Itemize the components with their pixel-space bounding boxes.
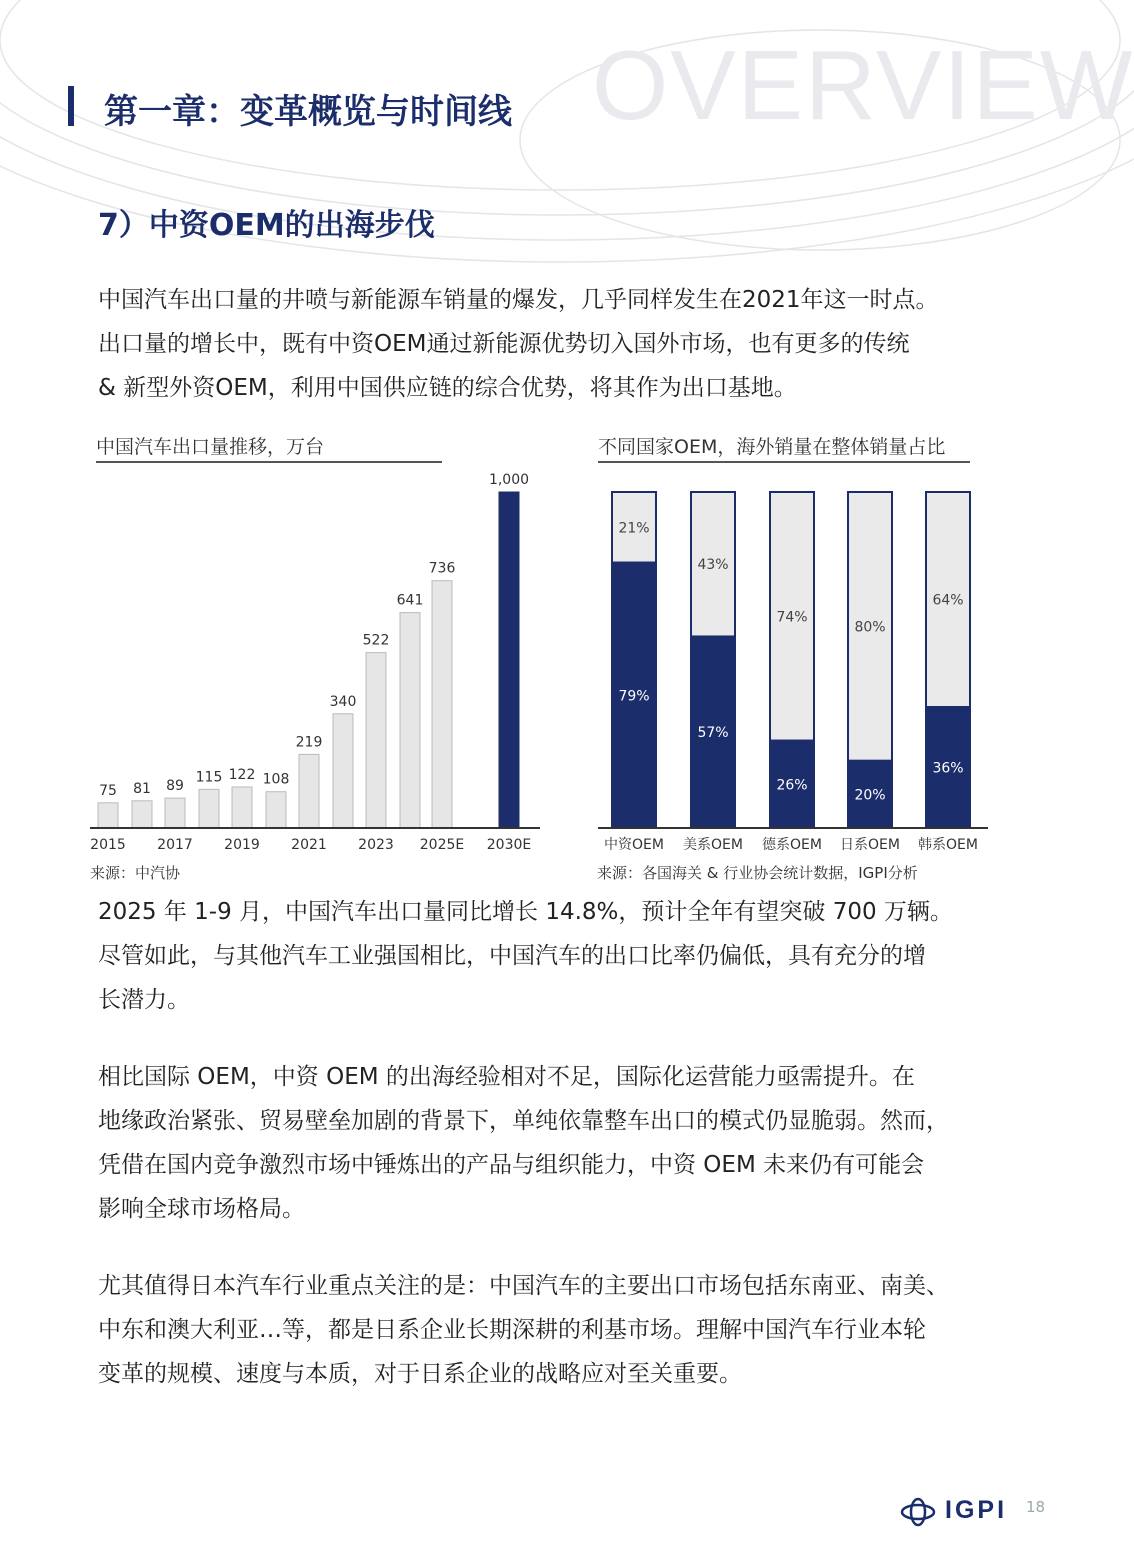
data-label: 79% (618, 688, 650, 705)
data-label: 115 (195, 769, 223, 786)
x-tick-label: 2030E (486, 837, 532, 853)
bar (266, 792, 286, 828)
x-tick-label: 2017 (157, 837, 193, 853)
body-line: 凭借在国内竞争激烈市场中锤炼出的产品与组织能力，中资 OEM 未来仍有可能会 (98, 1152, 925, 1178)
body-line: 尽管如此，与其他汽车工业强国相比，中国汽车的出口比率仍偏低，具有充分的增 (98, 943, 926, 969)
intro-line: 出口量的增长中，既有中资OEM通过新能源优势切入国外市场，也有更多的传统 (98, 331, 910, 357)
body-line: 影响全球市场格局。 (98, 1196, 305, 1222)
data-label: 1,000 (488, 472, 530, 488)
bar (366, 653, 386, 828)
data-label: 75 (99, 782, 117, 799)
export-volume-chart (85, 460, 545, 860)
bar (400, 613, 420, 828)
data-label: 219 (295, 734, 323, 751)
export-chart-title: 中国汽车出口量推移，万台 (96, 432, 442, 463)
data-label: 74% (776, 609, 808, 626)
export-chart-source: 来源：中汽协 (90, 864, 181, 882)
intro-paragraph (98, 278, 988, 410)
data-label: 57% (697, 725, 729, 742)
data-label: 108 (262, 771, 290, 788)
data-label: 522 (362, 632, 390, 649)
body-line: 2025 年 1-9 月，中国汽车出口量同比增长 14.8%，预计全年有望突破 700 万辆。 (98, 899, 953, 925)
bar (432, 581, 452, 828)
body-paragraph-3 (98, 1264, 988, 1396)
body-line: 中东和澳大利亚…等，都是日系企业长期深耕的利基市场。理解中国汽车行业本轮 (98, 1317, 926, 1343)
bar (165, 798, 185, 828)
data-label: 64% (932, 592, 964, 609)
data-label: 641 (396, 592, 424, 609)
bar (98, 803, 118, 828)
data-label: 80% (854, 619, 886, 636)
intro-line: & 新型外资OEM，利用中国供应链的综合优势，将其作为出口基地。 (98, 375, 797, 401)
x-tick-label: 美系OEM (683, 837, 743, 853)
intro-line: 中国汽车出口量的井喷与新能源车销量的爆发，几乎同样发生在2021年这一时点。 (98, 287, 939, 313)
overseas-share-chart-source: 来源：各国海关 & 行业协会统计数据，IGPI分析 (597, 864, 918, 882)
page-number: 18 (1026, 1498, 1046, 1516)
chapter-title: 第一章：变革概览与时间线 (104, 92, 512, 132)
data-label: 20% (854, 787, 886, 804)
overview-watermark: OVERVIEW (592, 30, 1134, 140)
data-label: 122 (228, 767, 256, 784)
body-line: 相比国际 OEM，中资 OEM 的出海经验相对不足，国际化运营能力亟需提升。在 (98, 1064, 915, 1090)
bar (199, 789, 219, 828)
x-tick-label: 韩系OEM (918, 837, 978, 853)
bar (232, 787, 252, 828)
section-title: 7）中资OEM的出海步伐 (98, 208, 435, 243)
x-tick-label: 德系OEM (762, 837, 822, 853)
x-tick-label: 中资OEM (604, 837, 664, 853)
body-line: 地缘政治紧张、贸易壁垒加剧的背景下，单纯依靠整车出口的模式仍显脆弱。然而， (98, 1108, 949, 1134)
overseas-share-chart-title: 不同国家OEM，海外销量在整体销量占比 (598, 432, 970, 463)
bar (333, 714, 353, 828)
x-tick-label: 2015 (90, 837, 126, 853)
data-label: 36% (932, 760, 964, 777)
body-paragraph-1 (98, 890, 988, 1022)
x-tick-label: 2025E (419, 837, 465, 853)
body-line: 尤其值得日本汽车行业重点关注的是：中国汽车的主要出口市场包括东南亚、南美、 (98, 1273, 949, 1299)
x-tick-label: 日系OEM (840, 837, 900, 853)
data-label: 81 (133, 780, 151, 797)
data-label: 89 (166, 778, 184, 795)
body-line: 变革的规模、速度与本质，对于日系企业的战略应对至关重要。 (98, 1361, 742, 1387)
igpi-logo-text: IGPI (945, 1496, 1008, 1524)
data-label: 340 (329, 693, 357, 710)
data-label: 26% (776, 777, 808, 794)
x-tick-label: 2023 (358, 837, 394, 853)
overseas-share-chart (590, 480, 1000, 860)
chapter-accent-bar (68, 86, 74, 126)
data-label: 21% (618, 520, 650, 537)
data-label: 43% (697, 557, 729, 574)
body-paragraph-2 (98, 1055, 988, 1231)
bar (299, 754, 319, 828)
x-tick-label: 2019 (224, 837, 260, 853)
data-label: 736 (428, 560, 456, 577)
x-tick-label: 2021 (291, 837, 327, 853)
bar (132, 801, 152, 828)
bar (499, 492, 519, 828)
body-line: 长潜力。 (98, 987, 190, 1013)
